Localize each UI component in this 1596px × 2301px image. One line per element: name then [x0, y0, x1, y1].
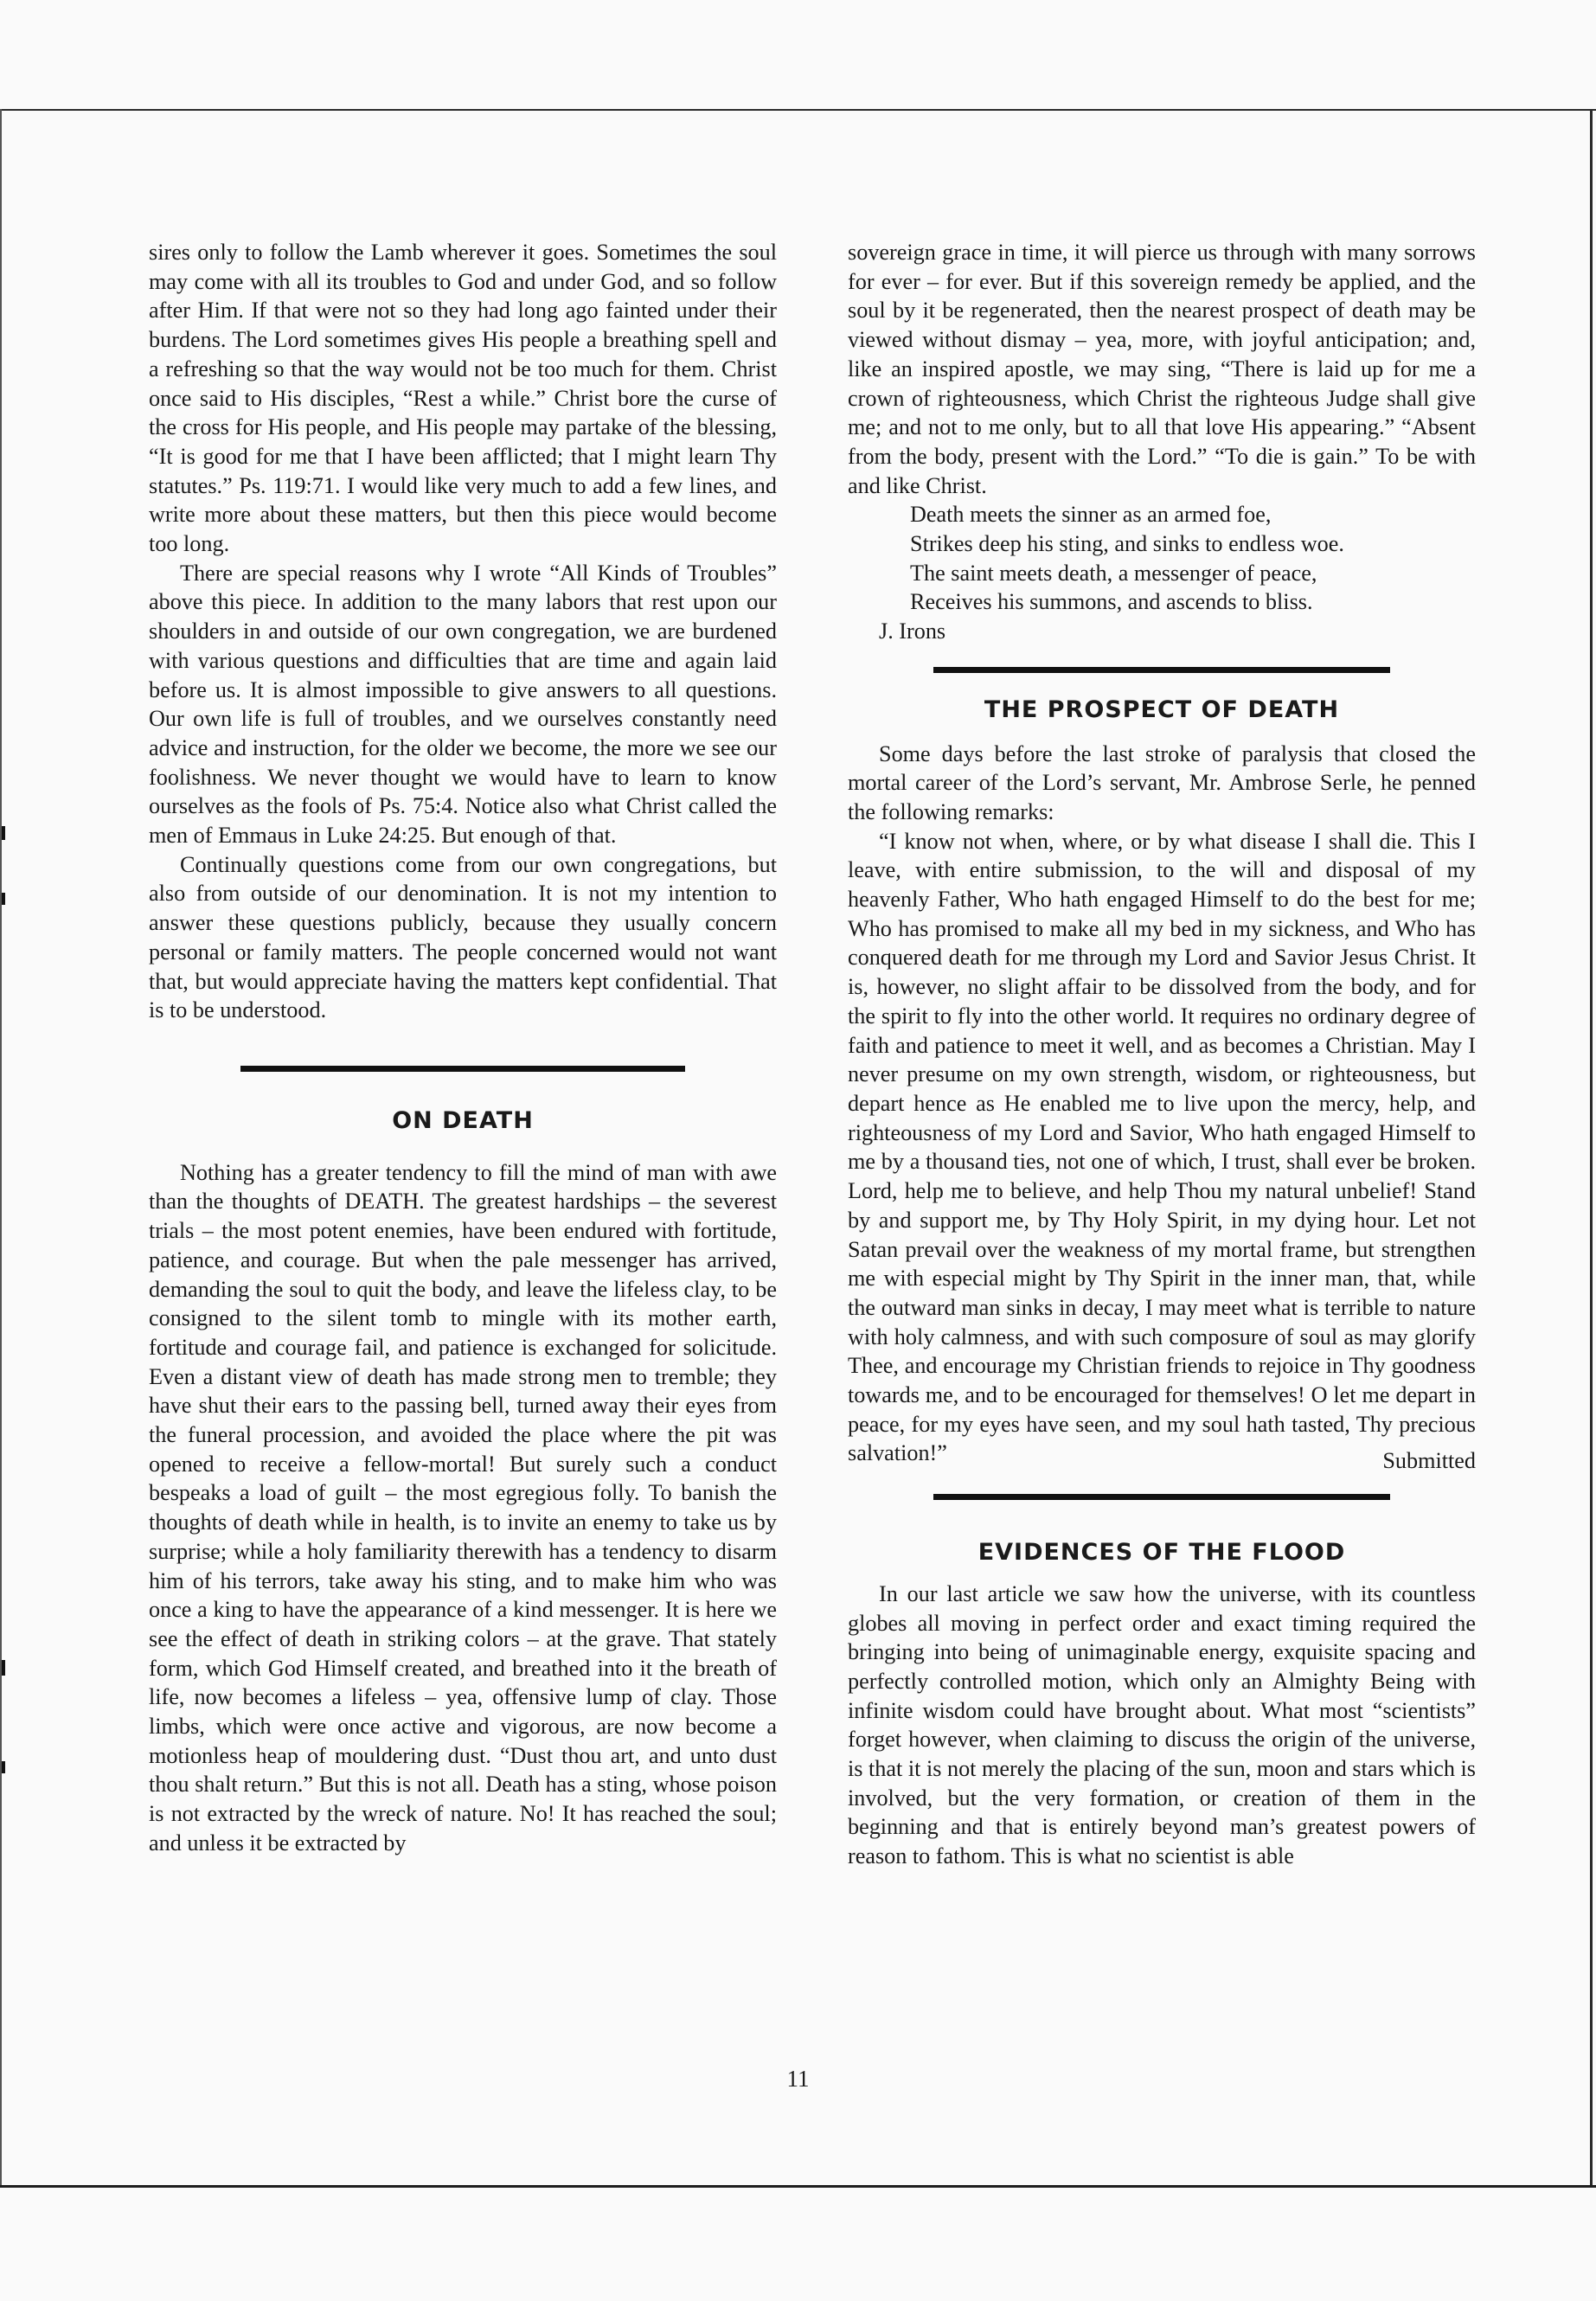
flood-paragraph: In our last article we saw how the universe, with its countless globes all moving in perfect order and exact timing required the bringing into being of unimaginable energy, exquisite spacing and perfectly controlled motion, which only an Almighty Being with infinite wisdom could have brought about. What most “scientists” forget however, when claiming to discuss the origin of the universe, is that it is not merely the placing of the sun, moon and stars which is involved, but the very formation, or creation of them in the beginning and that is entirely beyond man’s greatest powers of reason to fathom. This is what no scientist is able [848, 1580, 1476, 1869]
scan-mark [2, 893, 5, 905]
submitted-signoff: Submitted [1382, 1448, 1476, 1474]
page-right-edge [1590, 109, 1593, 2187]
prospect-of-death-heading: THE PROSPECT OF DEATH [984, 695, 1340, 723]
page-number: 11 [786, 2066, 810, 2092]
section-divider [933, 1494, 1390, 1500]
prospect-intro-paragraph: Some days before the last stroke of paralysis that closed the mortal career of the Lord’s servant, Mr. Ambrose Serle, he penned the following remarks: [848, 740, 1476, 824]
scan-mark [2, 1761, 5, 1773]
right-column [848, 238, 1476, 1871]
prospect-quote-text: “I know not when, where, or by what disease I shall die. This I leave, with entire submission, to the will and disposal of my heavenly Father, Who hath engaged Himself to do the best for me; Who has promised to make all my bed in my sickness, and Who has conquered death for me through my Lord and Savior Jesus Christ. It is, however, no slight affair to be dissolved from the body, and for the spirit to fly into the other world. It requires no ordinary degree of faith and patience to meet it well, and as becomes a Christian. May I never presume on my own strength, wisdom, or righteousness, but depart hence as He enabled me to live upon the mercy, help, and righteousness of my Lord and Savior, Who hath engaged Himself to me by a thousand ties, not one of which, I trust, shall ever be broken. Lord, help me to believe, and help Thou my natural unbelief! Stand by and support me, by Thy Holy Spirit, in my dying hour. Let not Satan prevail over the weakness of my mortal frame, but strengthen me with especial might by Thy Spirit in the inner man, that, while the outward man sinks in decay, I may meet what is terrible to nature with holy calmness, and with such composure of soul as may glorify Thee, and encourage my Christian friends to rejoice in Thy goodness towards me, and to be encouraged for themselves! O let me depart in peace, for my eyes have seen, and my soul hath tasted, Thy precious salvation!” [848, 828, 1476, 1466]
continued-paragraph: sovereign grace in time, it will pierce us through with many sorrows for ever – for ever. But if this sovereign remedy be applied, and the soul by it be regenerated, then the nearest prospect of death may be viewed without dismay – yea, more, with joyful anticipation; and, like an inspired apostle, we may sing, “There is laid up for me a crown of righteousness, which Christ the righteous Judge shall give me; and not to me only, but to all that love His appearing.” “Absent from the body, present with the Lord.” “To die is gain.” To be with and like Christ. [848, 240, 1476, 498]
scan-mark [2, 1660, 5, 1676]
poem-line: Receives his summons, and ascends to bliss. [910, 589, 1313, 615]
poem-line: Death meets the sinner as an armed foe, [910, 502, 1272, 528]
poem [848, 500, 1476, 617]
on-death-paragraph: Nothing has a greater tendency to fill the mind of man with awe than the thoughts of DEATH. The greatest hardships – the severest trials – the most potent enemies, have been endured with fortitude, patience, and courage. But when the pale messenger has arrived, demanding the soul to quit the body, and leave the lifeless clay, to be consigned to the silent tomb to mingle with its mother earth, fortitude and courage fail, and patience is exchanged for solicitude. Even a distant view of death has made strong men to tremble; they have shut their ears to the passing bell, turned away their eyes from the funeral procession, and avoided the place where the pit was opened to receive a fellow-mortal! But surely such a conduct bespeaks a load of guilt – the most egregious folly. To banish the thoughts of death while in health, is to invite an enemy to take us by surprise; while a holy familiarity therewith has a tendency to disarm him of his terrors, take away his sting, and to make him who was once a king to have the appearance of a kind messenger. It is here we see the effect of death in striking colors – at the grave. That stately form, which God Himself created, and breathed into it the breath of life, now becomes a lifeless – yea, offensive lump of clay. Those limbs, which were once active and vigorous, are now become a motionless heap of mouldering dust. “Dust thou art, and unto dust thou shalt return.” But this is not all. Death has a sting, whose poison is not extracted by the wreck of nature. No! It has reached the soul; and unless it be extracted by [149, 1159, 777, 1856]
page-left-edge [0, 109, 2, 2187]
on-death-heading: ON DEATH [392, 1106, 534, 1134]
evidences-of-the-flood-heading: EVIDENCES OF THE FLOOD [977, 1539, 1346, 1567]
page-bottom-rule [0, 2185, 1596, 2188]
left-column [149, 238, 777, 1858]
page-top-rule [0, 109, 1596, 111]
poem-attribution: J. Irons [879, 619, 946, 644]
prospect-quote-paragraph [848, 827, 1476, 1474]
poem-line: Strikes deep his sting, and sinks to endless woe. [910, 531, 1344, 557]
paragraph: There are special reasons why I wrote “All Kinds of Troubles” above this piece. In addition to the many labors that rest upon our shoulders in and outside of our own congregation, we are burdened with various questions and difficulties that are time and again laid before us. It is almost impossible to give answers to all questions. Our own life is full of troubles, and we ourselves constantly need advice and instruction, for the older we become, the more we see our foolishness. We never thought we would have to learn to know ourselves as the fools of Ps. 75:4. Notice also what Christ called the men of Emmaus in Luke 24:25. But enough of that. [149, 560, 777, 849]
paragraph: sires only to follow the Lamb wherever it goes. Sometimes the soul may come with all its troubles to God and under God, and so follow after Him. If that were not so they had long ago fainted under their burdens. The Lord sometimes gives His people a breathing spell and a refreshing so that the way would not be too much for them. Christ once said to His disciples, “Rest a while.” Christ bore the curse of the cross for His people, and His people may partake of the blessing, “It is good for me that I have been afflicted; that I might learn Thy statutes.” Ps. 119:71. I would like very much to add a few lines, and write more about these matters, but then this piece would become too long. [149, 240, 777, 557]
poem-line: The saint meets death, a messenger of peace, [910, 560, 1317, 586]
section-divider [240, 1066, 685, 1072]
section-divider [933, 667, 1390, 673]
paragraph: Continually questions come from our own congregations, but also from outside of our denomination. It is not my intention to answer these questions publicly, because they usually concern personal or family matters. The people concerned would not want that, but would appreciate having the matters kept confidential. That is to be understood. [149, 851, 777, 1023]
scan-mark [2, 826, 5, 840]
